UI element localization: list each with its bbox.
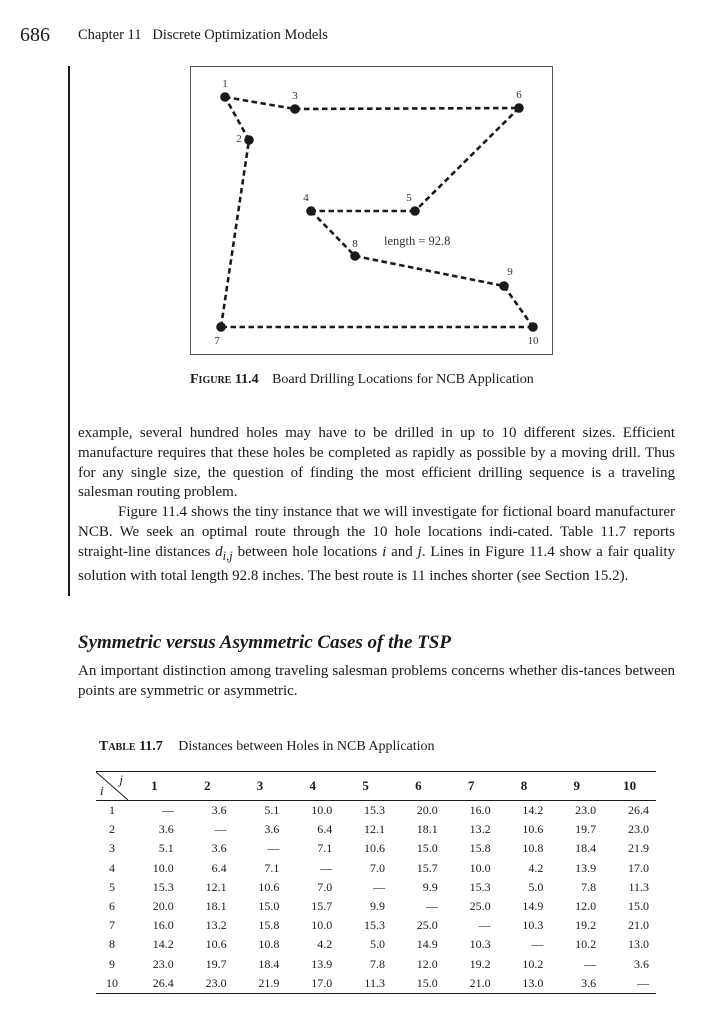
distance-cell: 15.0 — [416, 975, 438, 990]
distance-cell: 15.3 — [363, 918, 385, 933]
distance-cell: 15.8 — [258, 918, 280, 933]
table-row — [96, 878, 656, 897]
distance-cell: 10.0 — [311, 918, 333, 933]
distance-cell: 23.0 — [628, 822, 649, 837]
hole-point — [216, 322, 226, 332]
distance-cell: 10.0 — [311, 803, 333, 818]
distance-cell: 23.0 — [152, 956, 174, 971]
distance-cell: 10.3 — [469, 937, 491, 952]
distance-cell: 11.3 — [628, 879, 649, 894]
distance-cell: 19.7 — [575, 822, 597, 837]
hole-point — [528, 322, 538, 332]
distance-cell: 26.4 — [628, 803, 649, 818]
distance-cell: 9.9 — [422, 879, 438, 894]
section-paragraph: An important distinction among traveling salesman problems concerns whether dis-tances between points are symmetric or asymmetric. — [78, 663, 675, 699]
distance-table — [96, 771, 656, 994]
distance-cell: 21.9 — [258, 975, 280, 990]
distance-cell: 25.0 — [416, 918, 438, 933]
table-caption — [99, 739, 435, 755]
hole-label: 7 — [214, 335, 220, 347]
body-text — [78, 424, 675, 586]
distance-cell: 7.1 — [264, 860, 280, 875]
distance-cell: 14.9 — [522, 899, 544, 914]
distance-cell: 13.0 — [628, 937, 649, 952]
row-label: 7 — [109, 918, 115, 933]
margin-rule — [68, 66, 70, 596]
distance-cell: — — [267, 841, 280, 856]
distance-cell: 15.0 — [416, 841, 438, 856]
table-row — [96, 859, 656, 878]
distance-cell: 14.9 — [416, 937, 438, 952]
figure-caption — [190, 372, 534, 388]
section-heading: Symmetric versus Asymmetric Cases of the TSP — [78, 632, 451, 653]
distance-cell: 10.6 — [205, 937, 227, 952]
distance-cell: 5.1 — [158, 841, 174, 856]
route-segment — [311, 211, 355, 256]
distance-cell: 15.3 — [152, 879, 174, 894]
table-row — [96, 955, 656, 974]
hole-label: 1 — [222, 78, 228, 90]
distance-cell: 4.2 — [317, 937, 333, 952]
p2-text-c: and — [386, 543, 418, 560]
p2-text-a: Figure 11.4 shows the tiny instance that we will investigate for fictional board manufacturer NCB. We seek an optimal route through the 10 hole locations indi-cated. Table 11.7 reports straight-line distances — [78, 504, 675, 560]
distance-cell: 14.2 — [152, 937, 174, 952]
distance-cell: 15.3 — [363, 803, 385, 818]
distance-cell: 7.1 — [317, 841, 333, 856]
table-row — [96, 935, 656, 954]
route-segment — [221, 140, 249, 327]
distance-cell: — — [637, 975, 649, 990]
distance-cell: 3.6 — [634, 956, 649, 971]
distance-cell: 3.6 — [158, 822, 174, 837]
distance-cell: 17.0 — [628, 860, 649, 875]
distance-cell: 3.6 — [581, 975, 597, 990]
row-label: 10 — [106, 975, 118, 990]
var-j: j — [417, 543, 422, 560]
distance-cell: 10.8 — [522, 841, 544, 856]
distance-cell: 5.0 — [528, 879, 544, 894]
distance-cell: 3.6 — [264, 822, 280, 837]
figure-caption-text: Board Drilling Locations for NCB Application — [272, 372, 534, 387]
hole-point — [290, 104, 300, 114]
distance-cell: 16.0 — [152, 918, 174, 933]
route-segment — [504, 286, 533, 327]
hole-label: 9 — [507, 266, 513, 278]
distance-cell: 19.7 — [205, 956, 227, 971]
page-header — [20, 24, 680, 48]
row-label: 4 — [109, 860, 115, 875]
hole-label: 4 — [303, 192, 309, 204]
distance-cell: — — [320, 860, 333, 875]
distance-cell: 23.0 — [205, 975, 227, 990]
distance-cell: 14.2 — [522, 803, 544, 818]
var-d-subscript: i,j — [222, 548, 233, 563]
hole-label: 10 — [527, 335, 539, 347]
table-caption-label: Table 11.7 — [99, 739, 163, 754]
column-header: 2 — [203, 778, 211, 793]
hole-label: 5 — [406, 192, 412, 204]
column-header: 1 — [151, 778, 158, 793]
column-header: 10 — [623, 778, 637, 793]
distance-cell: 23.0 — [575, 803, 597, 818]
distance-cell: 5.1 — [264, 803, 280, 818]
route-segment — [415, 108, 519, 211]
distance-cell: 25.0 — [469, 899, 491, 914]
distance-cell: 15.0 — [628, 899, 649, 914]
route-diagram — [191, 67, 554, 356]
distance-cell: 16.0 — [469, 803, 491, 818]
column-header: 3 — [256, 778, 264, 793]
distance-cell: 7.8 — [369, 956, 385, 971]
hole-point — [350, 251, 360, 261]
row-variable: i — [100, 783, 104, 798]
row-label: 2 — [109, 822, 115, 837]
column-header: 5 — [362, 778, 369, 793]
distance-cell: 10.0 — [469, 860, 491, 875]
distance-cell: 10.0 — [152, 860, 174, 875]
row-label: 3 — [109, 841, 115, 856]
distance-cell: 7.8 — [581, 879, 597, 894]
distance-cell: 10.8 — [258, 937, 280, 952]
distance-cell: 15.0 — [258, 899, 280, 914]
distance-cell: 10.2 — [575, 937, 597, 952]
route-segment — [295, 108, 519, 109]
page-number: 686 — [20, 24, 50, 46]
column-variable: j — [119, 772, 123, 787]
column-header: 9 — [573, 778, 581, 793]
distance-cell: 17.0 — [311, 975, 333, 990]
distance-cell: 21.9 — [628, 841, 649, 856]
distance-cell: 13.9 — [311, 956, 333, 971]
row-label: 9 — [109, 956, 115, 971]
distance-cell: 13.9 — [575, 860, 597, 875]
distance-cell: 11.3 — [364, 975, 385, 990]
hole-point — [499, 281, 509, 291]
distance-cell: 13.0 — [522, 975, 544, 990]
table-corner-cell — [96, 772, 128, 801]
p2-text-d: . Lines in Figure 11.4 show a fair quality solution with total length 92.8 inches. The best route is 11 inches shorter (see Section 15.2). — [78, 543, 675, 584]
distance-cell: 10.6 — [522, 822, 544, 837]
row-label: 1 — [109, 803, 115, 818]
route-length-label: length = 92.8 — [384, 234, 451, 248]
figure-caption-label: Figure 11.4 — [190, 372, 259, 387]
hole-point — [514, 103, 524, 113]
distance-cell: 15.8 — [469, 841, 491, 856]
hole-label: 2 — [236, 133, 242, 145]
distance-cell: 19.2 — [575, 918, 597, 933]
chapter-title: Chapter 11 Discrete Optimization Models — [78, 27, 328, 43]
distance-cell: 5.0 — [369, 937, 385, 952]
table-row — [96, 839, 656, 858]
row-label: 8 — [109, 937, 115, 952]
distance-cell: 26.4 — [152, 975, 174, 990]
distance-cell: — — [531, 937, 544, 952]
distance-cell: 13.2 — [205, 918, 227, 933]
distance-cell: 9.9 — [369, 899, 385, 914]
distance-cell: — — [584, 956, 597, 971]
distance-cell: — — [425, 899, 438, 914]
distance-cell: 21.0 — [628, 918, 649, 933]
distance-cell: — — [161, 803, 174, 818]
distance-cell: 21.0 — [469, 975, 491, 990]
distance-cell: 20.0 — [416, 803, 438, 818]
distance-cell: 15.7 — [416, 860, 438, 875]
distance-cell: 20.0 — [152, 899, 174, 914]
column-header: 6 — [415, 778, 422, 793]
column-header: 8 — [520, 778, 528, 793]
distance-cell: 12.0 — [416, 956, 438, 971]
table-row — [96, 801, 656, 821]
distance-cell: 15.3 — [469, 879, 491, 894]
distance-cell: 13.2 — [469, 822, 491, 837]
hole-label: 3 — [292, 90, 298, 102]
distance-cell: 3.6 — [211, 841, 227, 856]
distance-cell: — — [372, 879, 385, 894]
row-label: 5 — [109, 879, 115, 894]
distance-cell: 12.0 — [575, 899, 597, 914]
distance-cell: — — [214, 822, 227, 837]
distance-cell: 10.3 — [522, 918, 544, 933]
route-segment — [355, 256, 504, 286]
hole-point — [306, 206, 316, 216]
distance-cell: 12.1 — [363, 822, 385, 837]
distance-cell: 10.6 — [363, 841, 385, 856]
distance-cell: 18.1 — [205, 899, 227, 914]
table-caption-text: Distances between Holes in NCB Application — [178, 739, 435, 754]
paragraph-1: example, several hundred holes may have to be drilled in up to 10 different sizes. Efficient manufacture requires that these holes be completed as rapidly as possible by a moving drill. Thus for any single size, the question of finding the most efficient drilling sequence is a traveling salesman routing problem. — [78, 425, 675, 501]
route-segment — [225, 97, 295, 109]
hole-label: 8 — [352, 238, 358, 250]
paragraph-2 — [78, 503, 675, 586]
distance-cell: 12.1 — [205, 879, 227, 894]
hole-point — [410, 206, 420, 216]
row-label: 6 — [109, 899, 115, 914]
table-row — [96, 974, 656, 994]
column-header: 7 — [467, 778, 475, 793]
hole-point — [220, 92, 230, 102]
column-header: 4 — [309, 778, 317, 793]
table-row — [96, 897, 656, 916]
distance-cell: 3.6 — [211, 803, 227, 818]
distance-cell: 4.2 — [528, 860, 544, 875]
table-header-row — [96, 772, 656, 801]
var-d: d — [215, 543, 223, 560]
distance-cell: 6.4 — [211, 860, 227, 875]
distance-cell: 15.7 — [311, 899, 333, 914]
distance-cell: — — [478, 918, 491, 933]
distance-cell: 18.4 — [258, 956, 280, 971]
var-i: i — [382, 543, 387, 560]
distance-cell: 6.4 — [317, 822, 333, 837]
hole-label: 6 — [516, 89, 522, 101]
distance-cell: 10.2 — [522, 956, 544, 971]
distance-cell: 18.1 — [416, 822, 438, 837]
figure-drilling-locations — [190, 66, 553, 355]
distance-cell: 19.2 — [469, 956, 491, 971]
distance-cell: 7.0 — [369, 860, 385, 875]
hole-point — [244, 135, 254, 145]
table-row — [96, 916, 656, 935]
distance-cell: 10.6 — [258, 879, 280, 894]
distance-cell: 18.4 — [575, 841, 597, 856]
table-row — [96, 820, 656, 839]
distance-cell: 7.0 — [317, 879, 333, 894]
p2-text-b: between hole locations — [232, 543, 383, 560]
